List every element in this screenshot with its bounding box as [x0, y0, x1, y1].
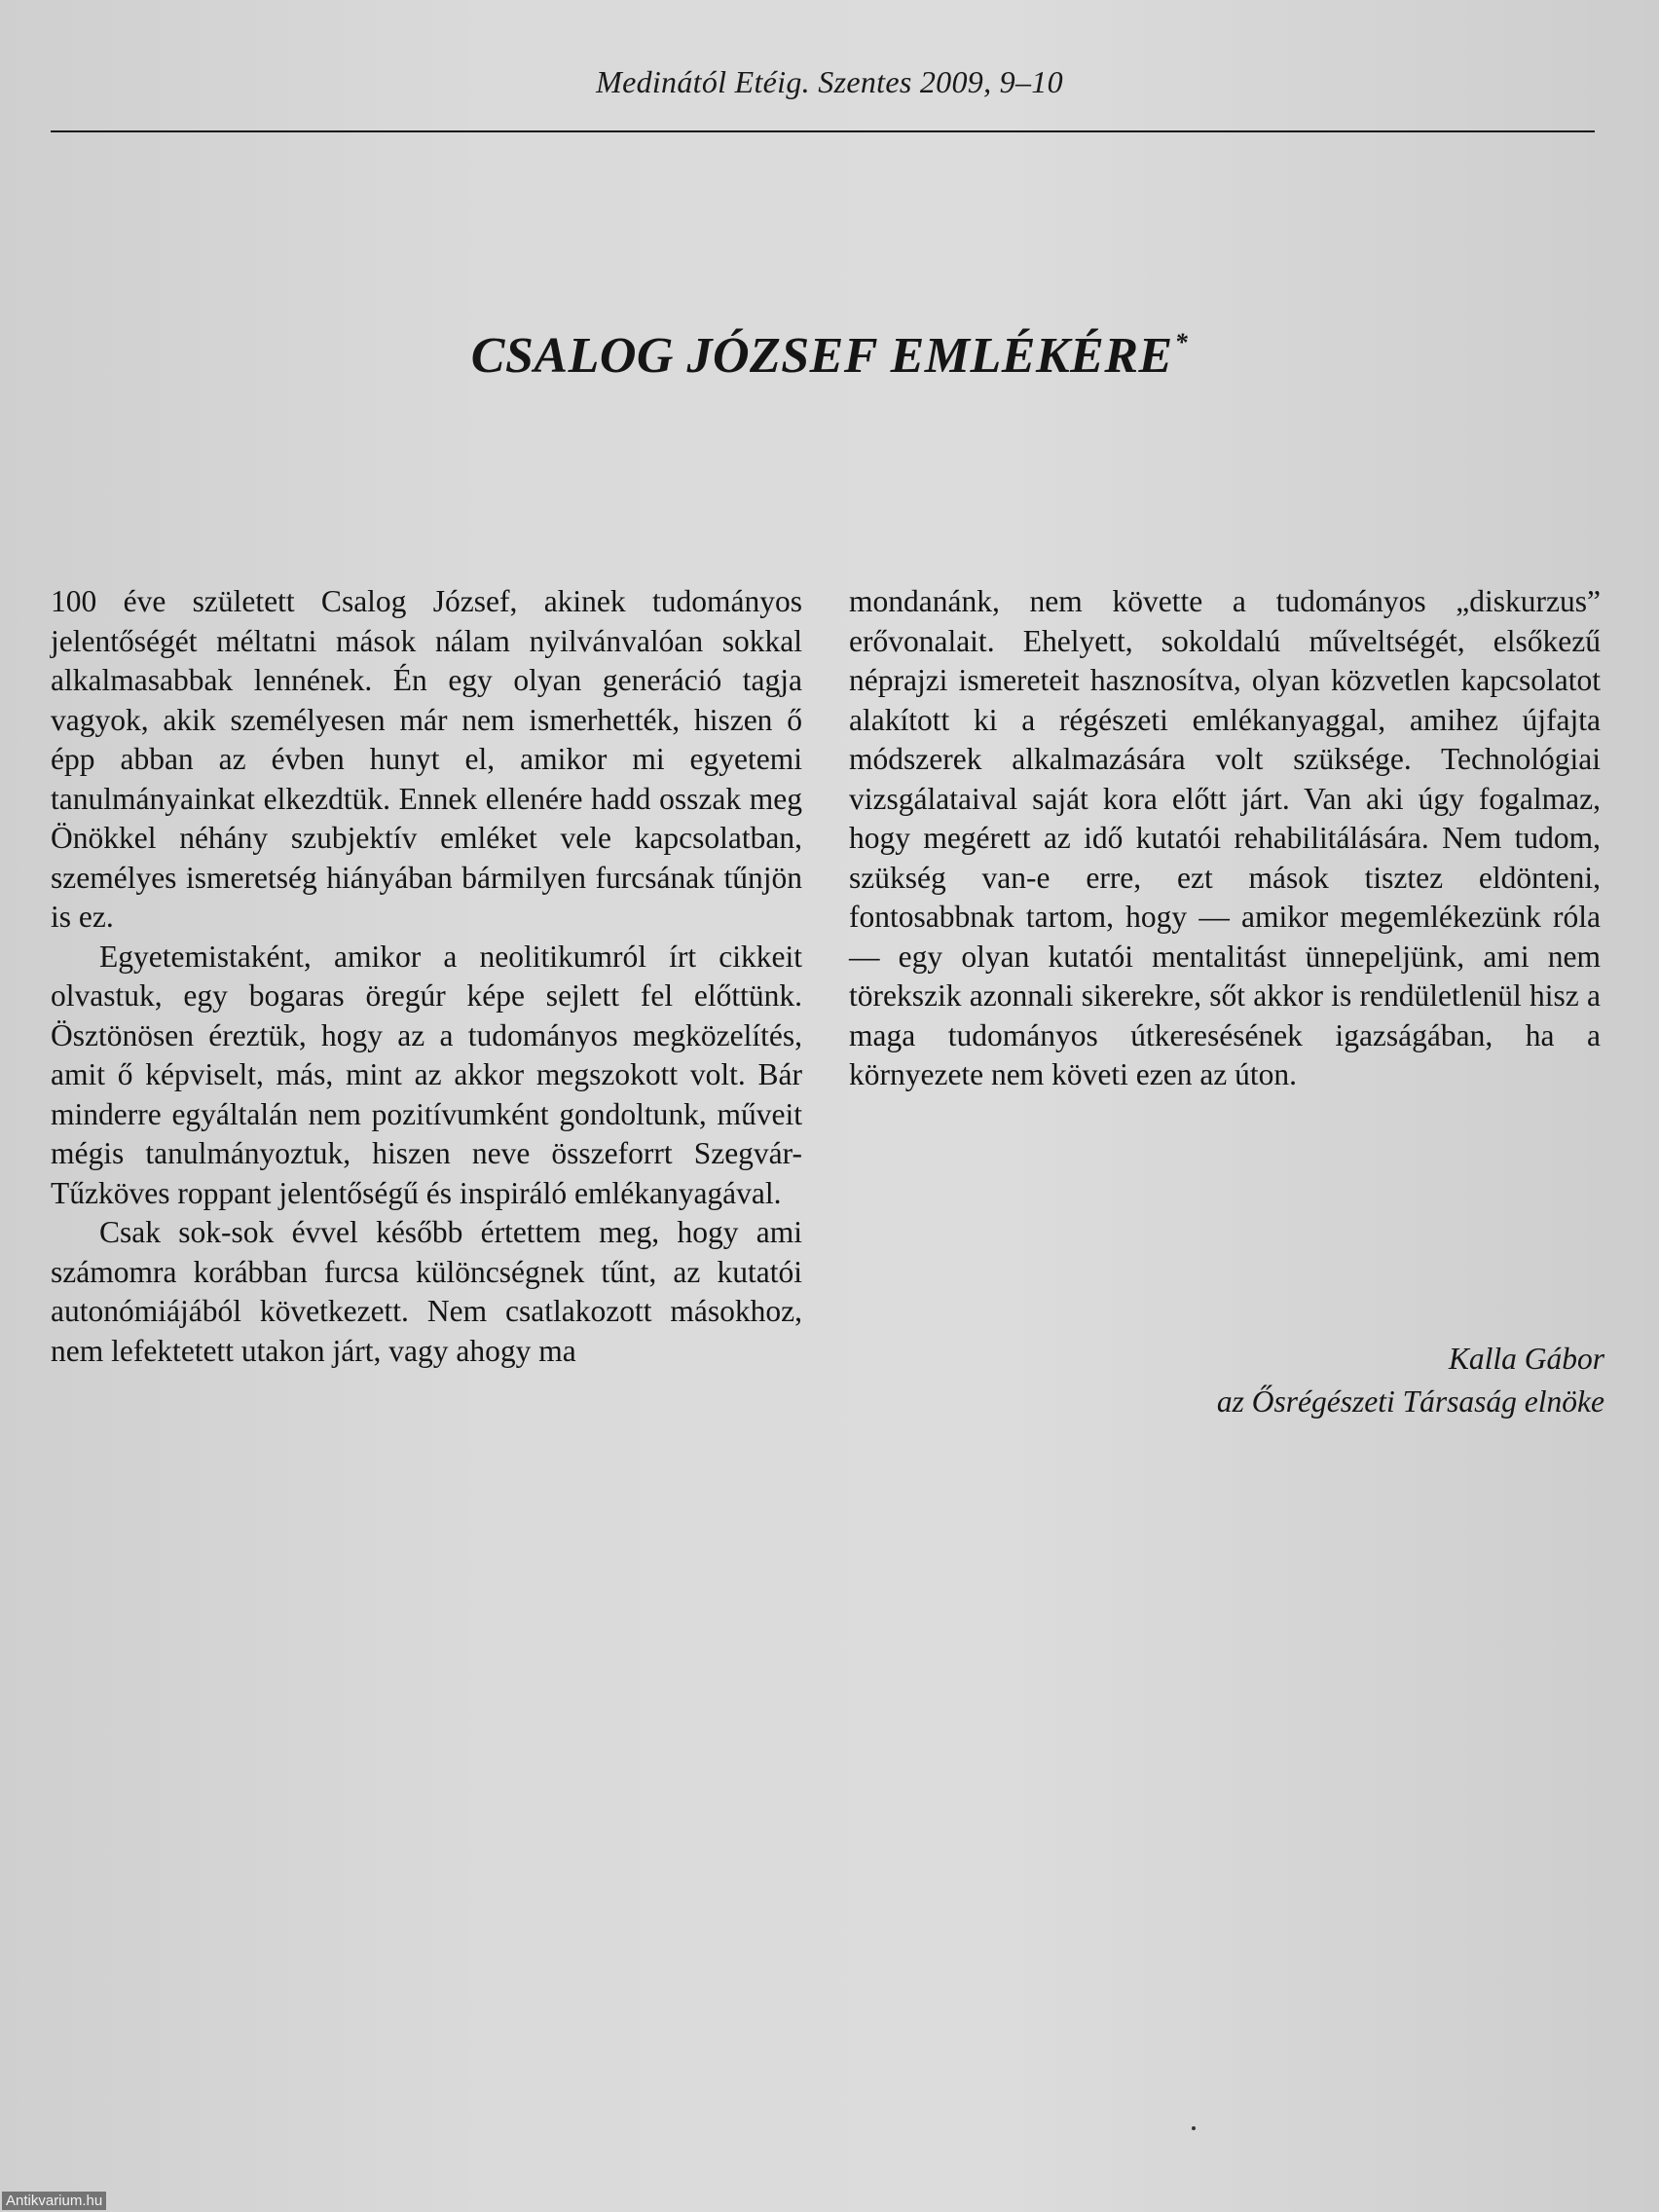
- author-role: az Ősrégészeti Társaság elnöke: [1216, 1384, 1604, 1419]
- page-speck: [1192, 2126, 1196, 2130]
- paragraph-3-continued: mondanánk, nem követte a tudományos „diskurzus” erővonalait. Ehelyett, sokoldalú műveltségét, elsőkezű néprajzi ismereteit hasznosítva, olyan közvetlen kapcsolatot alakított ki a régészeti emlékanyaggal, amihez újfajta módszerek alkalmazására volt szüksége. Technológiai vizsgálataival saját kora előtt járt. Van aki úgy fogalmaz, hogy megérett az idő kutatói rehabilitálására. Nem tudom, szükség van-e erre, ezt mások tisztez eldönteni, fontosabbnak tartom, hogy — amikor megemlékezünk róla — egy olyan kutatói mentalitást ünnepeljünk, ami nem törekszik azonnali sikerekre, sőt akkor is rendületlenül hisz a maga tudományos útkeresésének igazságában, ha a környezete nem követi ezen az úton.: [849, 584, 1601, 1091]
- author-name: Kalla Gábor: [1448, 1342, 1604, 1376]
- article-title-text: CSALOG JÓZSEF EMLÉKÉRE: [470, 328, 1173, 384]
- signature-block: [923, 1338, 1604, 1423]
- article-title: [0, 327, 1659, 385]
- running-head: Medinától Etéig. Szentes 2009, 9–10: [596, 64, 1063, 99]
- right-column: [849, 582, 1601, 1095]
- site-watermark: Antikvarium.hu: [2, 2192, 106, 2210]
- header-rule: [51, 130, 1595, 132]
- title-footnote-mark: *: [1174, 328, 1189, 356]
- paragraph-2: Egyetemistaként, amikor a neolitikumról írt cikkeit olvastuk, egy bogaras öregúr képe sejlett fel előttünk. Ösztönösen éreztük, hogy az a tudományos megközelítés, amit ő képviselt, más, mint az akkor megszokott volt. Bár minderre egyáltalán nem pozitívumként gondoltunk, műveit mégis tanulmányoztuk, hiszen neve összeforrt Szegvár-Tűzköves roppant jelentőségű és inspiráló emlékanyagával.: [51, 939, 802, 1210]
- paragraph-1: 100 éve született Csalog József, akinek tudományos jelentőségét méltatni mások nálam nyilvánvalóan sokkal alkalmasabbak lennének. Én egy olyan generáció tagja vagyok, akik személyesen már nem ismerhették, hiszen ő épp abban az évben hunyt el, amikor mi egyetemi tanulmányainkat elkezdtük. Ennek ellenére hadd osszak meg Önökkel néhány szubjektív emléket vele kapcsolatban, személyes ismeretség hiányában bármilyen furcsának tűnjön is ez.: [51, 584, 802, 934]
- paragraph-3: Csak sok-sok évvel később értettem meg, hogy ami számomra korábban furcsa különcségnek tűnt, az kutatói autonómiájából következett. Nem csatlakozott másokhoz, nem lefektetett utakon járt, vagy ahogy ma: [51, 1215, 802, 1368]
- left-column: [51, 582, 802, 1371]
